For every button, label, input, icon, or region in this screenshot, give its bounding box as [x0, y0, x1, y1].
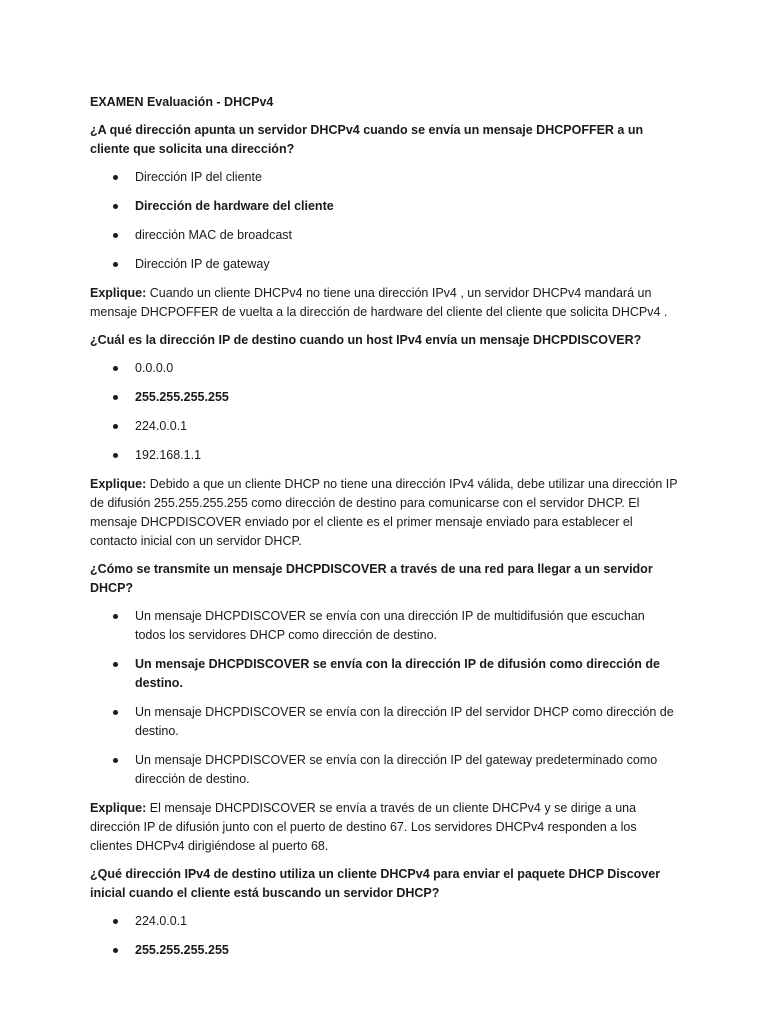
answer-options [90, 168, 678, 274]
answer-option [90, 703, 678, 741]
explanation-text: Cuando un cliente DHCPv4 no tiene una dirección IPv4 , un servidor DHCPv4 mandará un mensaje DHCPOFFER de vuelta a la dirección de hardware del cliente del cliente que solicita DHCPv4 . [90, 286, 668, 319]
bullet-icon [113, 204, 118, 209]
bullet-icon [113, 758, 118, 763]
answer-option-text: Dirección IP del cliente [135, 170, 262, 184]
answer-option-text: 224.0.0.1 [135, 419, 188, 433]
answer-option-text: 0.0.0.0 [135, 361, 174, 375]
bullet-icon [113, 366, 118, 371]
question-text: ¿A qué dirección apunta un servidor DHCPv4 cuando se envía un mensaje DHCPOFFER a un cliente que solicita una dirección? [90, 123, 644, 156]
answer-option [90, 255, 678, 274]
answer-option-text: Un mensaje DHCPDISCOVER se envía con la dirección IP del gateway predeterminado como dirección de destino. [135, 753, 658, 786]
answer-options [90, 359, 678, 465]
answer-option-text: Dirección IP de gateway [135, 257, 270, 271]
explanation-label: Explique: [90, 286, 147, 300]
answer-options [90, 912, 678, 960]
bullet-icon [113, 175, 118, 180]
question-list [90, 121, 678, 960]
answer-option-text: dirección MAC de broadcast [135, 228, 293, 242]
explanation-label: Explique: [90, 477, 147, 491]
answer-option [90, 607, 678, 645]
question-text: ¿Cómo se transmite un mensaje DHCPDISCOVER a través de una red para llegar a un servidor DHCP? [90, 562, 653, 595]
answer-option [90, 168, 678, 187]
answer-option-correct [90, 197, 678, 216]
answer-option-text: Un mensaje DHCPDISCOVER se envía con la dirección IP del servidor DHCP como dirección de destino. [135, 705, 674, 738]
explanation [90, 475, 678, 551]
bullet-icon [113, 919, 118, 924]
answer-option [90, 446, 678, 465]
answer-option-correct [90, 655, 678, 693]
document-title: EXAMEN Evaluación - DHCPv4 [90, 95, 274, 109]
answer-option-text: 192.168.1.1 [135, 448, 202, 462]
answer-option-text: 255.255.255.255 [135, 943, 229, 957]
bullet-icon [113, 662, 118, 667]
answer-option [90, 417, 678, 436]
answer-option-correct [90, 388, 678, 407]
bullet-icon [113, 262, 118, 267]
answer-option-correct [90, 941, 678, 960]
question-text: ¿Qué dirección IPv4 de destino utiliza un cliente DHCPv4 para enviar el paquete DHCP Discover inicial cuando el cliente está buscando un servidor DHCP? [90, 867, 661, 900]
question-text: ¿Cuál es la dirección IP de destino cuando un host IPv4 envía un mensaje DHCPDISCOVER? [90, 333, 642, 347]
answer-option-text: Un mensaje DHCPDISCOVER se envía con la dirección IP de difusión como dirección de destino. [135, 657, 660, 690]
answer-option [90, 751, 678, 789]
explanation-text: Debido a que un cliente DHCP no tiene una dirección IPv4 válida, debe utilizar una dirección IP de difusión 255.255.255.255 como dirección de destino para comunicarse con el servidor DHCP. El mensaje DHCPDISCOVER enviado por el cliente es el primer mensaje enviado para establecer el contacto inicial con un servidor DHCP. [90, 477, 678, 548]
answer-option [90, 912, 678, 931]
explanation [90, 799, 678, 856]
explanation [90, 284, 678, 322]
answer-options [90, 607, 678, 789]
bullet-icon [113, 233, 118, 238]
answer-option [90, 359, 678, 378]
answer-option-text: 224.0.0.1 [135, 914, 188, 928]
explanation-label: Explique: [90, 801, 147, 815]
bullet-icon [113, 948, 118, 953]
answer-option-text: Un mensaje DHCPDISCOVER se envía con una dirección IP de multidifusión que escuchan todos los servidores DHCP como dirección de destino. [135, 609, 645, 642]
bullet-icon [113, 424, 118, 429]
answer-option-text: 255.255.255.255 [135, 390, 229, 404]
explanation-text: El mensaje DHCPDISCOVER se envía a través de un cliente DHCPv4 y se dirige a una dirección IP de difusión junto con el puerto de destino 67. Los servidores DHCPv4 responden a los clientes DHCPv4 dirigiéndose al puerto 68. [90, 801, 637, 853]
bullet-icon [113, 453, 118, 458]
answer-option [90, 226, 678, 245]
answer-option-text: Dirección de hardware del cliente [135, 199, 334, 213]
bullet-icon [113, 395, 118, 400]
bullet-icon [113, 614, 118, 619]
bullet-icon [113, 710, 118, 715]
